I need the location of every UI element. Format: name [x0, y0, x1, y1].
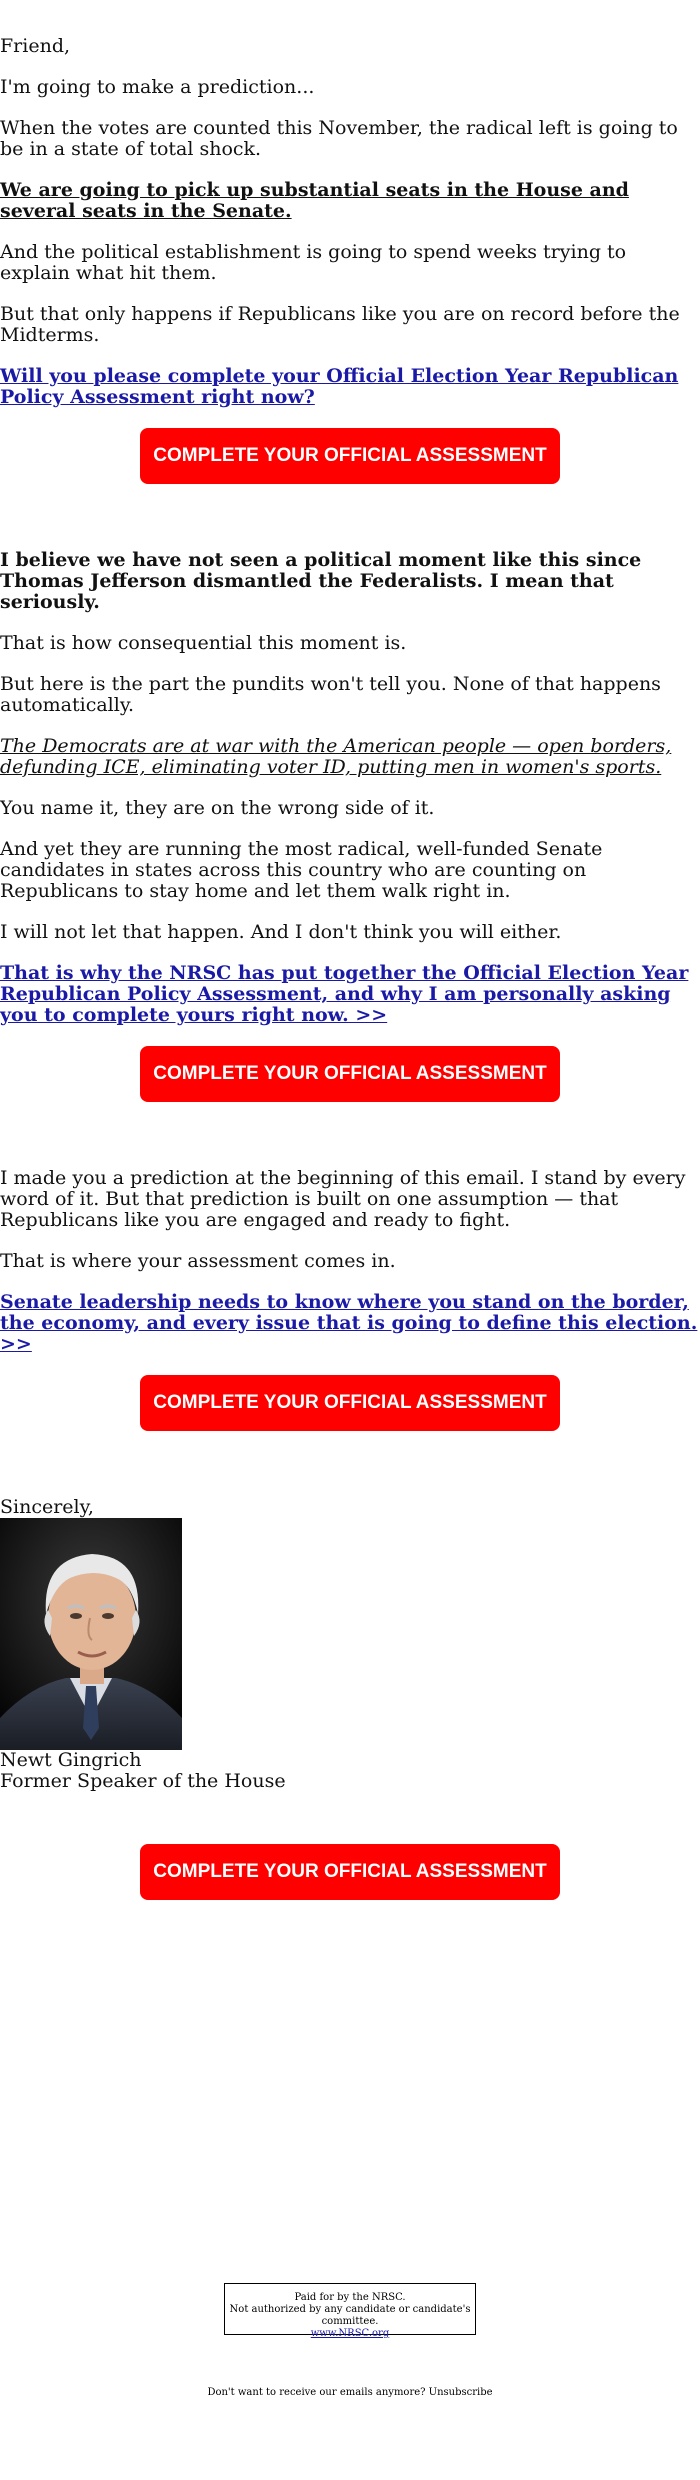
assessment-link-3[interactable]: Senate leadership needs to know where you stand on the border, the economy, and every issue that is going to define this election. >> — [0, 1291, 698, 1355]
votes-counted-text: When the votes are counted this November, the radical left is going to be in a state of total shock. — [0, 117, 678, 160]
democrats-war-text: The Democrats are at war with the American people — open borders, defunding ICE, eliminating voter ID, putting men in women's sports. — [0, 735, 672, 778]
signer-title: Former Speaker of the House — [0, 1770, 286, 1792]
not-authorized-text: Not authorized by any candidate or candidate's committee. — [229, 2304, 471, 2327]
only-happens-text: But that only happens if Republicans like you are on record before the Midterms. — [0, 303, 680, 346]
greeting: Friend, — [0, 35, 71, 57]
paid-for-text: Paid for by the NRSC. — [294, 2292, 406, 2303]
complete-assessment-button-2[interactable]: COMPLETE YOUR OFFICIAL ASSESSMENT >> — [140, 1046, 560, 1102]
assessment-link-1[interactable]: Will you please complete your Official Election Year Republican Policy Assessment right now? — [0, 365, 679, 408]
establishment-text: And the political establishment is going to spend weeks trying to explain what hit them. — [0, 241, 627, 284]
seats-claim-text: We are going to pick up substantial seats in the House and several seats in the Senate. — [0, 179, 629, 222]
wrong-side-text: You name it, they are on the wrong side of it. — [0, 797, 435, 819]
nrsc-site-link[interactable]: www.NRSC.org — [310, 2328, 390, 2339]
complete-assessment-button-1[interactable]: COMPLETE YOUR OFFICIAL ASSESSMENT >> — [140, 428, 560, 484]
consequential-text: That is how consequential this moment is. — [0, 632, 407, 654]
assessment-comes-text: That is where your assessment comes in. — [0, 1250, 396, 1272]
will-not-text: I will not let that happen. And I don't think you will either. — [0, 921, 562, 943]
complete-assessment-button-4[interactable]: COMPLETE YOUR OFFICIAL ASSESSMENT >> — [140, 1844, 560, 1900]
cta-wrap-2 — [0, 1046, 700, 1140]
signer-name: Newt Gingrich — [0, 1749, 142, 1771]
complete-assessment-button-3[interactable]: COMPLETE YOUR OFFICIAL ASSESSMENT >> — [140, 1375, 560, 1431]
cta-wrap-1 — [0, 428, 700, 522]
signer-portrait-image — [0, 1518, 182, 1750]
disclaimer-box — [224, 2283, 476, 2339]
made-prediction-text: I made you a prediction at the beginning of this email. I stand by every word of it. But that prediction is built on one assumption — that Republicans like you are engaged and ready to fight. — [0, 1167, 686, 1231]
pundits-text: But here is the part the pundits won't tell you. None of that happens automatically. — [0, 673, 661, 716]
unsubscribe-text[interactable]: Don't want to receive our emails anymore? Unsubscribe — [207, 2387, 493, 2398]
prediction-text: I'm going to make a prediction... — [0, 76, 315, 98]
running-text: And yet they are running the most radical, well-funded Senate candidates in states across this country who are counting on Republicans to stay home and let them walk right in. — [0, 838, 603, 902]
jefferson-text: I believe we have not seen a political moment like this since Thomas Jefferson dismantled the Federalists. I mean that seriously. — [0, 549, 642, 613]
sincerely-text: Sincerely, — [0, 1496, 94, 1518]
assessment-link-2[interactable]: That is why the NRSC has put together the Official Election Year Republican Policy Assessment, and why I am personally asking you to complete yours right now. >> — [0, 962, 689, 1026]
cta-wrap-4 — [0, 1844, 700, 1938]
cta-wrap-3 — [0, 1375, 700, 1469]
